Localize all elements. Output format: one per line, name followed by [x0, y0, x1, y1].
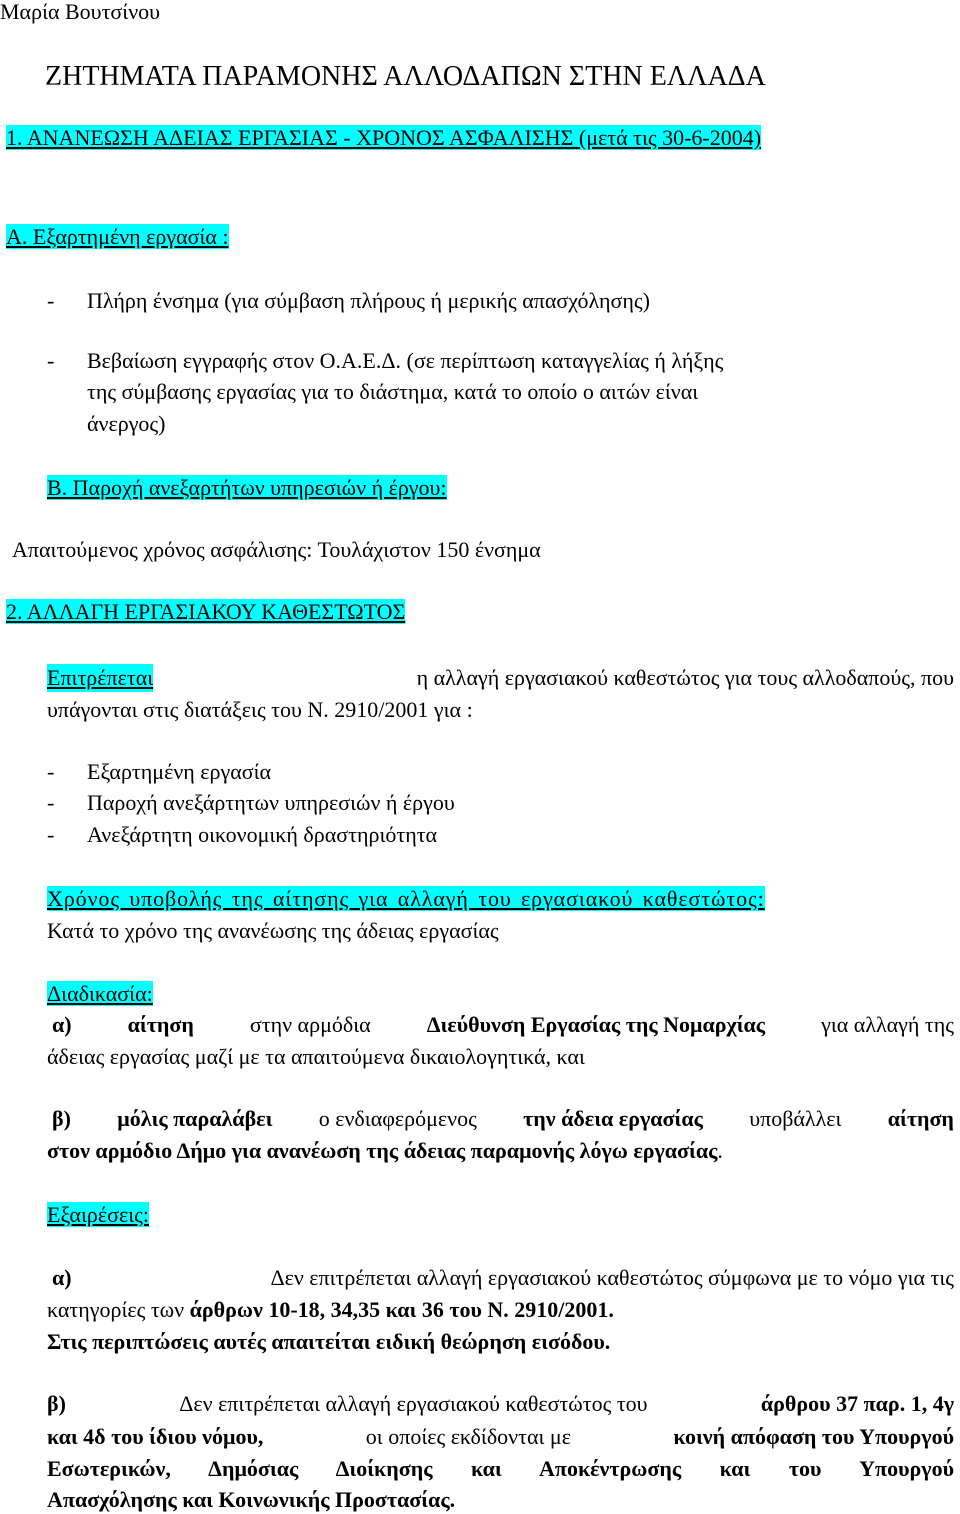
procedure-step-b-line-1: β) μόλις παραλάβει ο ενδιαφερόμενος την άδεια εργασίας υποβάλλει αίτηση: [52, 1106, 954, 1131]
list-item: - Βεβαίωση εγγραφής στον Ο.Α.Ε.Δ. (σε περίπτωση καταγγελίας ή λήξης: [47, 348, 724, 373]
section-2-intro-line-1: [47, 664, 954, 692]
section-2-intro-line-2: υπάγονται στις διατάξεις του Ν. 2910/2001 για :: [47, 697, 473, 722]
submission-time-text: Κατά το χρόνο της ανανέωσης της άδειας εργασίας: [47, 918, 499, 943]
exception-b-line-4: Απασχόλησης και Κοινωνικής Προστασίας.: [47, 1487, 456, 1512]
submission-time-label: Χρόνος υποβολής της αίτησης για αλλαγή του εργασιακού καθεστώτος:: [47, 886, 765, 911]
list-item-continuation: άνεργος): [87, 411, 166, 436]
section-1a-heading: Α. Εξαρτημένη εργασία :: [6, 224, 229, 249]
list-item: - Ανεξάρτητη οικονομική δραστηριότητα: [47, 822, 438, 847]
procedure-step-a-line-1: α) αίτηση στην αρμόδια Διεύθυνση Εργασίας της Νομαρχίας για αλλαγή της: [52, 1012, 954, 1037]
procedure-step-a-line-2: άδειας εργασίας μαζί με τα απαιτούμενα δικαιολογητικά, και: [47, 1044, 585, 1069]
exception-a-line-3: Στις περιπτώσεις αυτές απαιτείται ειδική θεώρηση εισόδου.: [47, 1329, 611, 1354]
exception-a-line-2: κατηγορίες των άρθρων 10-18, 34,35 και 36 του Ν. 2910/2001.: [47, 1297, 614, 1322]
list-item-continuation: της σύμβασης εργασίας για το διάστημα, κατά το οποίο ο αιτών είναι: [87, 379, 699, 404]
intro-lead-word: Επιτρέπεται: [47, 665, 154, 690]
exception-b-line-3: Εσωτερικών, Δημόσιας Διοίκησης και Αποκέντρωσης και του Υπουργού: [47, 1456, 954, 1481]
author-name: Μαρία Βουτσίνου: [0, 0, 161, 24]
exception-a-line-1: α) Δεν επιτρέπεται αλλαγή εργασιακού καθεστώτος σύμφωνα με το νόμο για τις: [52, 1265, 954, 1290]
list-item: - Εξαρτημένη εργασία: [47, 759, 272, 784]
list-item: - Παροχή ανεξάρτητων υπηρεσιών ή έργου: [47, 790, 455, 815]
intro-rest: η αλλαγή εργασιακού καθεστώτος για τους αλλοδαπούς, που: [416, 665, 954, 690]
exceptions-heading: Εξαιρέσεις:: [47, 1202, 149, 1227]
procedure-heading: Διαδικασία:: [47, 981, 153, 1006]
list-item: - Πλήρη ένσημα (για σύμβαση πλήρους ή μερικής απασχόλησης): [47, 288, 650, 313]
exception-b-line-1: β) Δεν επιτρέπεται αλλαγή εργασιακού καθεστώτος του άρθρου 37 παρ. 1, 4γ: [47, 1391, 954, 1416]
insurance-requirement-text: Απαιτούμενος χρόνος ασφάλισης: Τουλάχιστον 150 ένσημα: [12, 537, 541, 562]
procedure-step-b-line-2: στον αρμόδιο Δήμο για ανανέωση της άδειας παραμονής λόγω εργασίας.: [47, 1138, 723, 1163]
document-title: ΖΗΤΗΜΑΤΑ ΠΑΡΑΜΟΝΗΣ ΑΛΛΟΔΑΠΩΝ ΣΤΗΝ ΕΛΛΑΔΑ: [45, 61, 766, 92]
section-1b-heading: Β. Παροχή ανεξαρτήτων υπηρεσιών ή έργου:: [47, 475, 447, 500]
section-2-heading: 2. ΑΛΛΑΓΗ ΕΡΓΑΣΙΑΚΟΥ ΚΑΘΕΣΤΩΤΟΣ: [6, 599, 406, 624]
section-1-heading: 1. ΑΝΑΝΕΩΣΗ ΑΔΕΙΑΣ ΕΡΓΑΣΙΑΣ - ΧΡΟΝΟΣ ΑΣΦΑΛΙΣΗΣ (μετά τις 30-6-2004): [6, 125, 762, 150]
exception-b-line-2: και 4δ του ίδιου νόμου, οι οποίες εκδίδονται με κοινή απόφαση του Υπουργού: [47, 1424, 954, 1449]
